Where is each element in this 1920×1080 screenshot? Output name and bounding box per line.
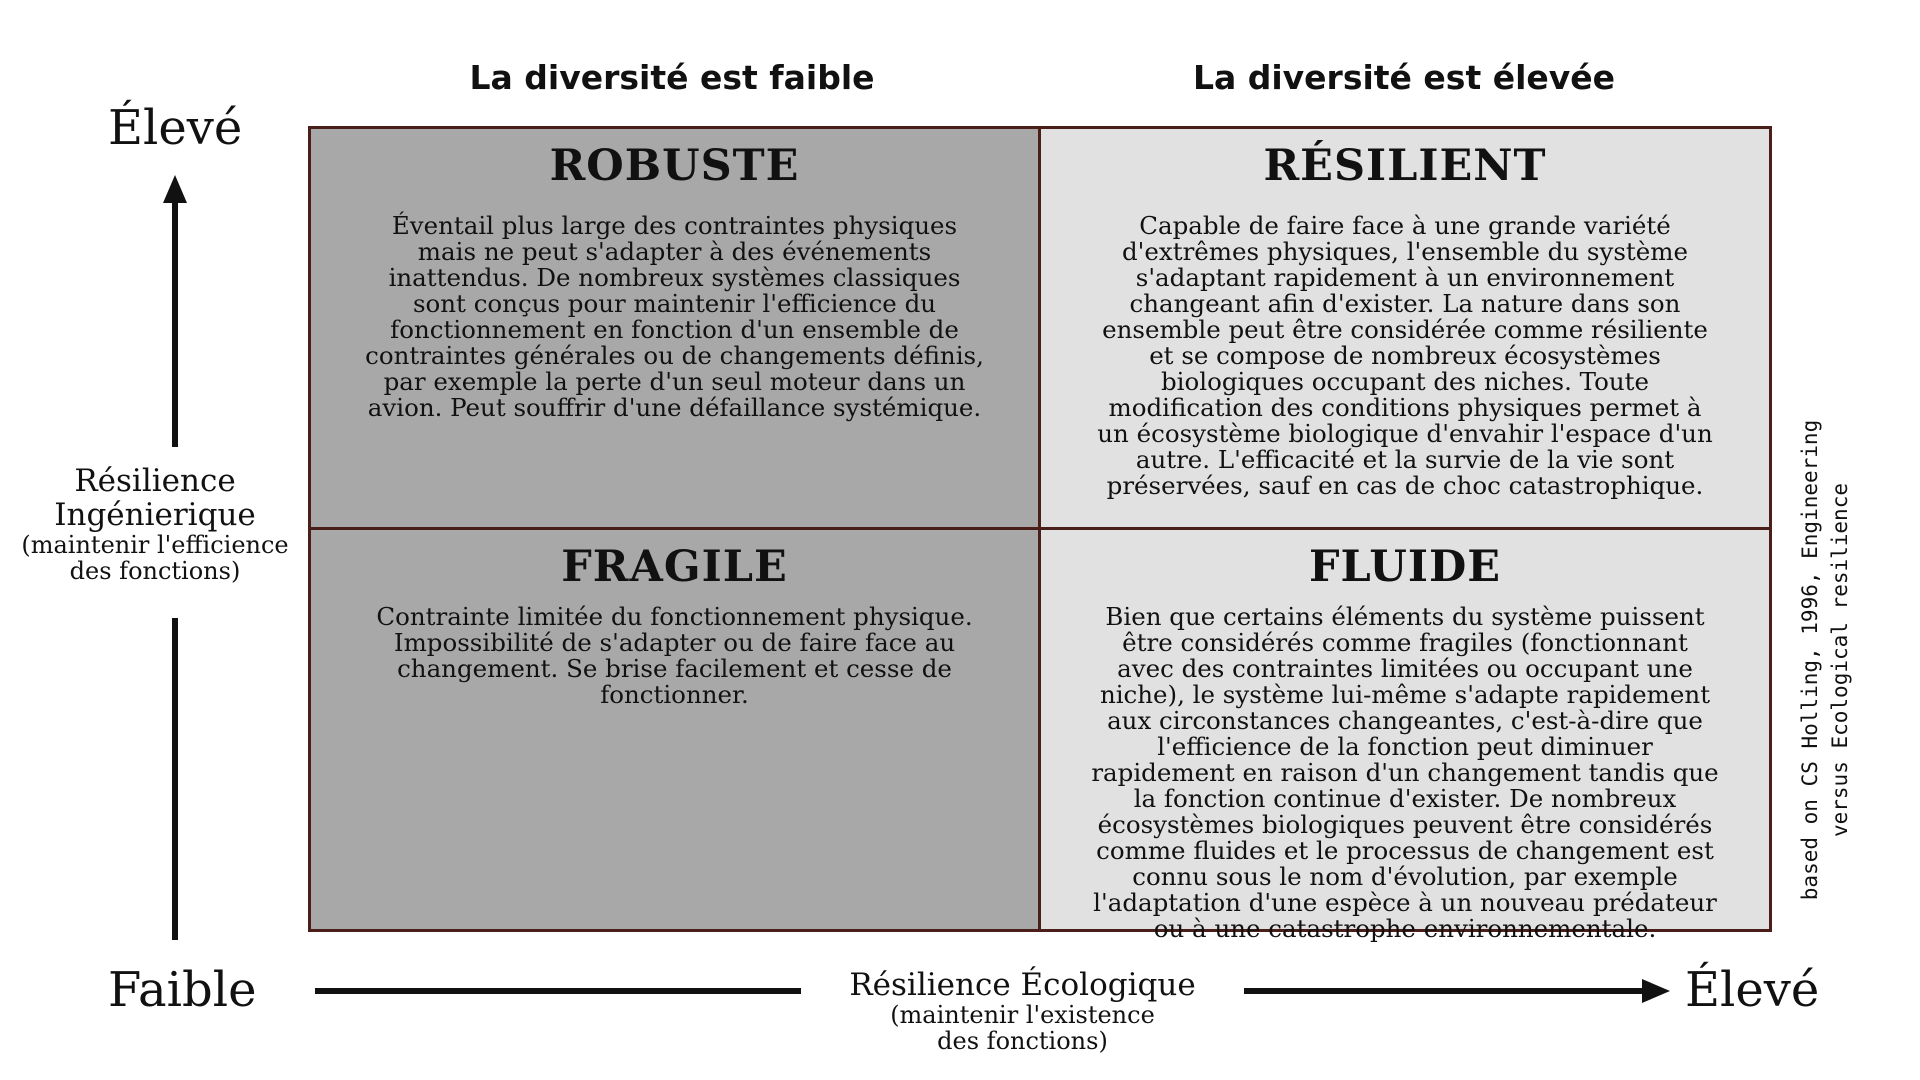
quadrant-text-line: Éventail plus large des contraintes physiques: [391, 211, 958, 240]
quadrant-description: [1065, 604, 1745, 942]
quadrant-text-line: avec des contraintes limitées ou occupant une: [1117, 654, 1693, 683]
y-axis-title-line2: Ingénierique: [54, 497, 256, 533]
quadrant-text-line: Contrainte limitée du fonctionnement physique.: [376, 602, 973, 631]
quadrant-text-line: Capable de faire face à une grande variété: [1139, 211, 1671, 240]
quadrant-text-line: autre. L'efficacité et la survie de la vie sont: [1135, 445, 1675, 474]
quadrant-description: [335, 604, 1014, 708]
quadrant-text-line: s'adaptant rapidement à un environnement: [1135, 263, 1675, 292]
source-credit-line1: based on CS Holling, 1996, Engineering: [1798, 419, 1822, 901]
quadrant-text-line: rapidement en raison d'un changement tandis que: [1091, 758, 1719, 787]
quadrant-text-line: fonctionnement en fonction d'un ensemble de: [390, 315, 959, 344]
x-axis-arrow-right-icon: [1642, 979, 1670, 1003]
y-axis-title-line1: Résilience: [74, 463, 236, 499]
quadrant-text-line: et se compose de nombreux écosystèmes: [1149, 341, 1661, 370]
source-credit-line2: versus Ecological resilience: [1828, 483, 1852, 838]
quadrant-text-line: connu sous le nom d'évolution, par exemple: [1132, 862, 1678, 891]
quadrant-text-line: aux circonstances changeantes, c'est-à-dire que: [1107, 706, 1703, 735]
y-axis-arrow-up-icon: [163, 175, 187, 203]
quadrant-text-line: sont conçus pour maintenir l'efficience du: [412, 289, 937, 318]
source-credit: [1780, 380, 1870, 940]
quadrant-text-line: avion. Peut souffrir d'une défaillance systémique.: [367, 393, 982, 422]
quadrant-text-line: écosystèmes biologiques peuvent être considérés: [1097, 810, 1713, 839]
quadrant-robuste: [311, 129, 1041, 530]
quadrant-text-line: changement. Se brise facilement et cesse de: [397, 654, 952, 683]
quadrant-text-line: mais ne peut s'adapter à des événements: [417, 237, 932, 266]
quadrant-title: ROBUSTE: [549, 141, 800, 191]
quadrant-text-line: Bien que certains éléments du système puissent: [1105, 602, 1705, 631]
y-axis-arrow-shaft: [172, 200, 178, 447]
quadrant-text-line: l'adaptation d'une espèce à un nouveau prédateur: [1093, 888, 1717, 917]
quadrant-text-line: préservées, sauf en cas de choc catastrophique.: [1106, 471, 1704, 500]
quadrant-text-line: par exemple la perte d'un seul moteur dans un: [383, 367, 966, 396]
quadrant-text-line: inattendus. De nombreux systèmes classiques: [388, 263, 961, 292]
quadrant-text-line: modification des conditions physiques permet à: [1108, 393, 1702, 422]
quadrant-grid: [308, 126, 1772, 943]
quadrant-fluide: [1041, 530, 1769, 943]
quadrant-text-line: contraintes générales ou de changements définis,: [365, 341, 984, 370]
y-axis-line-lower: [172, 618, 178, 940]
column-header-high-diversity: La diversité est élevée: [1192, 58, 1616, 97]
quadrant-resilient: [1041, 129, 1769, 530]
quadrant-text-line: fonctionner.: [600, 680, 749, 709]
quadrant-text-line: ou à une catastrophe environnementale.: [1153, 914, 1657, 943]
x-axis-line-left: [315, 988, 801, 994]
quadrant-text-line: la fonction continue d'exister. De nombreux: [1133, 784, 1677, 813]
x-axis-line-right: [1244, 988, 1644, 994]
y-axis-high-label: Élevé: [108, 100, 243, 156]
quadrant-text-line: ensemble peut être considérée comme résiliente: [1102, 315, 1708, 344]
x-axis-high-label: Élevé: [1685, 962, 1820, 1018]
quadrant-text-line: biologiques occupant des niches. Toute: [1161, 367, 1649, 396]
quadrant-text-line: niche), le système lui-même s'adapte rapidement: [1099, 680, 1711, 709]
x-axis-title: [810, 968, 1235, 1054]
quadrant-text-line: l'efficience de la fonction peut diminuer: [1157, 732, 1653, 761]
quadrant-text-line: d'extrêmes physiques, l'ensemble du système: [1122, 237, 1688, 266]
column-header-low-diversity: La diversité est faible: [469, 58, 875, 97]
quadrant-text-line: Impossibilité de s'adapter ou de faire face au: [393, 628, 956, 657]
quadrant-text-line: comme fluides et le processus de changement est: [1096, 836, 1714, 865]
quadrant-fragile: [311, 530, 1041, 929]
quadrant-title: FLUIDE: [1308, 542, 1502, 592]
quadrant-description: [1065, 213, 1745, 499]
y-axis-title: [0, 464, 310, 584]
axis-low-label: Faible: [108, 962, 257, 1018]
x-axis-subtitle-line1: (maintenir l'existence: [890, 1001, 1155, 1029]
quadrant-title: FRAGILE: [561, 542, 788, 592]
quadrant-text-line: être considérés comme fragiles (fonctionnant: [1122, 628, 1688, 657]
quadrant-description: [335, 213, 1014, 421]
quadrant-title: RÉSILIENT: [1263, 141, 1547, 191]
quadrant-text-line: changeant afin d'exister. La nature dans son: [1129, 289, 1681, 318]
y-axis-subtitle-line1: (maintenir l'efficience: [21, 531, 289, 559]
y-axis-subtitle-line2: des fonctions): [69, 557, 241, 585]
x-axis-title-text: Résilience Écologique: [849, 967, 1196, 1003]
x-axis-subtitle-line2: des fonctions): [937, 1027, 1108, 1055]
quadrant-text-line: un écosystème biologique d'envahir l'espace d'un: [1097, 419, 1713, 448]
